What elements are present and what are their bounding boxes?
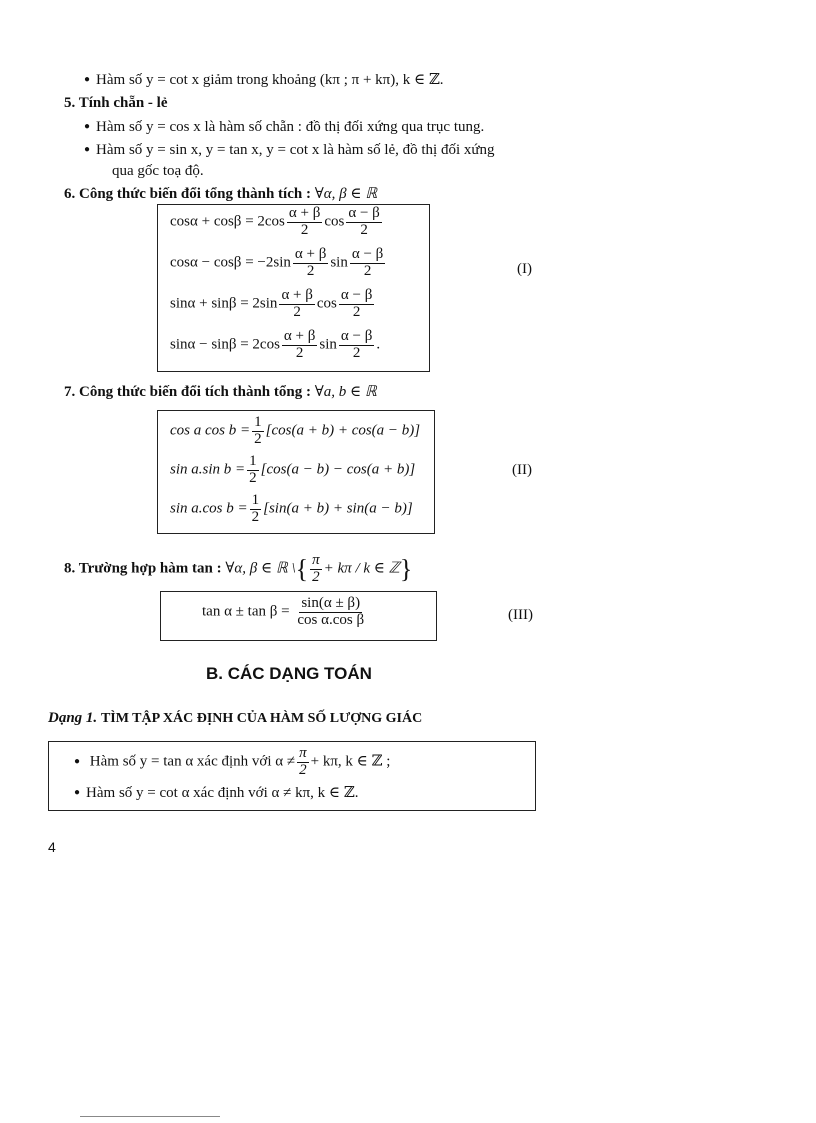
fraction bbox=[287, 206, 322, 239]
fraction-numerator: π bbox=[312, 552, 320, 568]
brace-left: { bbox=[295, 554, 309, 584]
cot-decreasing-line bbox=[84, 70, 444, 89]
fraction bbox=[293, 247, 328, 280]
cot-decreasing-text: Hàm số y = cot x giảm trong khoảng (kπ ; π + kπ), k ∈ ℤ. bbox=[96, 72, 444, 88]
fraction bbox=[339, 329, 374, 362]
fraction-denominator: 2 bbox=[295, 344, 304, 361]
footer-rule bbox=[80, 1116, 220, 1117]
fraction-denominator: 2 bbox=[360, 221, 368, 238]
fraction-numerator: sin(α ± β) bbox=[301, 595, 361, 611]
fraction-denominator: 2 bbox=[251, 508, 260, 525]
odd-function-text: Hàm số y = sin x, y = tan x, y = cot x là hàm số lẻ, đồ thị đối xứng bbox=[96, 142, 495, 158]
fraction-numerator: α + β bbox=[288, 205, 321, 221]
fraction-denominator: 2 bbox=[249, 469, 257, 486]
fraction-denominator: 2 bbox=[254, 430, 262, 447]
fraction-denominator: 2 bbox=[300, 221, 309, 238]
section-8-heading bbox=[64, 553, 412, 586]
fraction bbox=[339, 288, 374, 321]
fraction bbox=[310, 553, 322, 586]
formula-text: cosα + cosβ = 2cos bbox=[170, 213, 285, 230]
section-8-condition-right: + kπ / k ∈ ℤ bbox=[323, 560, 400, 577]
formula-text: [sin(a + b) + sin(a − b)] bbox=[263, 500, 413, 517]
section-7-condition: ∀a, b ∈ ℝ bbox=[314, 384, 377, 400]
formula-text: cosα − cosβ = −2sin bbox=[170, 254, 291, 271]
formula-sin-cos bbox=[170, 493, 413, 526]
brace-right: } bbox=[399, 554, 413, 584]
formula-sin-minus-sin bbox=[170, 329, 380, 362]
odd-function-line bbox=[84, 142, 495, 159]
formula-cos-cos bbox=[170, 415, 420, 448]
dang-1-heading bbox=[48, 710, 422, 727]
fraction-denominator: 2 bbox=[312, 568, 320, 585]
page-number: 4 bbox=[48, 839, 56, 855]
fraction bbox=[295, 596, 366, 629]
fraction bbox=[279, 288, 314, 321]
fraction-numerator: α − β bbox=[348, 205, 380, 221]
formula-text: cos a cos b = bbox=[170, 422, 251, 439]
formula-text: cos bbox=[324, 213, 345, 230]
fraction bbox=[282, 329, 317, 362]
formula-cos-plus-cos bbox=[170, 206, 384, 239]
formula-text: sin bbox=[330, 254, 348, 271]
formula-text: sinα − sinβ = 2cos bbox=[170, 336, 280, 353]
tan-domain-text-cont: + kπ, k ∈ ℤ ; bbox=[310, 753, 391, 770]
formula-sin-plus-sin bbox=[170, 288, 376, 321]
fraction-numerator: π bbox=[299, 745, 307, 761]
formula-text: sin a.sin b = bbox=[170, 461, 246, 478]
formula-tan-sum bbox=[202, 596, 368, 629]
formula-text: sin bbox=[319, 336, 337, 353]
fraction-numerator: α + β bbox=[281, 287, 313, 303]
section-8-title: 8. Trường hợp hàm tan : bbox=[64, 560, 222, 577]
odd-function-line-cont: qua gốc toạ độ. bbox=[112, 163, 204, 179]
formula-text: sinα + sinβ = 2sin bbox=[170, 295, 278, 312]
fraction-numerator: α − β bbox=[340, 328, 373, 344]
fraction-denominator: 2 bbox=[293, 303, 301, 320]
fraction-numerator: α + β bbox=[283, 328, 316, 344]
fraction-numerator: 1 bbox=[249, 453, 257, 469]
fraction-denominator: 2 bbox=[352, 303, 361, 320]
fraction-numerator: 1 bbox=[254, 414, 262, 430]
section-7-heading bbox=[64, 382, 377, 401]
fraction-numerator: α + β bbox=[294, 246, 327, 262]
tan-domain-line bbox=[74, 746, 390, 779]
fraction bbox=[350, 247, 385, 280]
fraction-denominator: cos α.cos β bbox=[297, 611, 365, 628]
dang-1-prefix: Dạng 1. bbox=[48, 710, 98, 726]
section-6-condition: ∀α, β ∈ ℝ bbox=[314, 186, 378, 202]
fraction-numerator: 1 bbox=[251, 492, 260, 508]
group-label-III: (III) bbox=[508, 607, 533, 623]
formula-text: cos bbox=[316, 295, 337, 312]
fraction bbox=[247, 454, 259, 487]
fraction-numerator: α − β bbox=[340, 287, 373, 303]
section-6-heading bbox=[64, 184, 377, 203]
even-function-text: Hàm số y = cos x là hàm số chẵn : đồ thị đối xứng qua trục tung. bbox=[96, 119, 485, 135]
formula-text: [cos(a − b) − cos(a + b)] bbox=[260, 461, 416, 478]
section-5-title: 5. Tính chẵn - lẻ bbox=[64, 95, 168, 111]
fraction bbox=[250, 493, 262, 526]
fraction-denominator: 2 bbox=[363, 262, 372, 279]
formula-text: tan α ± tan β = bbox=[202, 603, 290, 620]
formula-text: sin a.cos b = bbox=[170, 500, 248, 517]
section-b-title: B. CÁC DẠNG TOÁN bbox=[206, 664, 372, 683]
section-7-title: 7. Công thức biến đổi tích thành tổng : bbox=[64, 384, 311, 400]
fraction-denominator: 2 bbox=[352, 344, 361, 361]
fraction bbox=[297, 746, 309, 779]
dang-1-title: TÌM TẬP XÁC ĐỊNH CỦA HÀM SỐ LƯỢNG GIÁC bbox=[100, 711, 423, 726]
fraction bbox=[252, 415, 264, 448]
formula-cos-minus-cos bbox=[170, 247, 387, 280]
formula-text: [cos(a + b) + cos(a − b)] bbox=[265, 422, 421, 439]
tan-domain-text: Hàm số y = tan α xác định với α ≠ bbox=[89, 753, 296, 770]
group-label-I: (I) bbox=[517, 261, 532, 277]
group-label-II: (II) bbox=[512, 462, 532, 478]
formula-sin-sin bbox=[170, 454, 415, 487]
section-8-condition-left: ∀α, β ∈ ℝ \ bbox=[225, 560, 296, 577]
cot-domain-line bbox=[74, 783, 359, 802]
fraction-denominator: 2 bbox=[306, 262, 315, 279]
formula-period: . bbox=[376, 336, 381, 353]
fraction-denominator: 2 bbox=[299, 761, 307, 778]
section-6-title: 6. Công thức biến đổi tổng thành tích : bbox=[64, 186, 311, 202]
even-function-line bbox=[84, 119, 484, 136]
fraction-numerator: α − β bbox=[351, 246, 384, 262]
cot-domain-text: Hàm số y = cot α xác định với α ≠ kπ, k ∈ ℤ. bbox=[86, 785, 359, 801]
fraction bbox=[346, 206, 381, 239]
